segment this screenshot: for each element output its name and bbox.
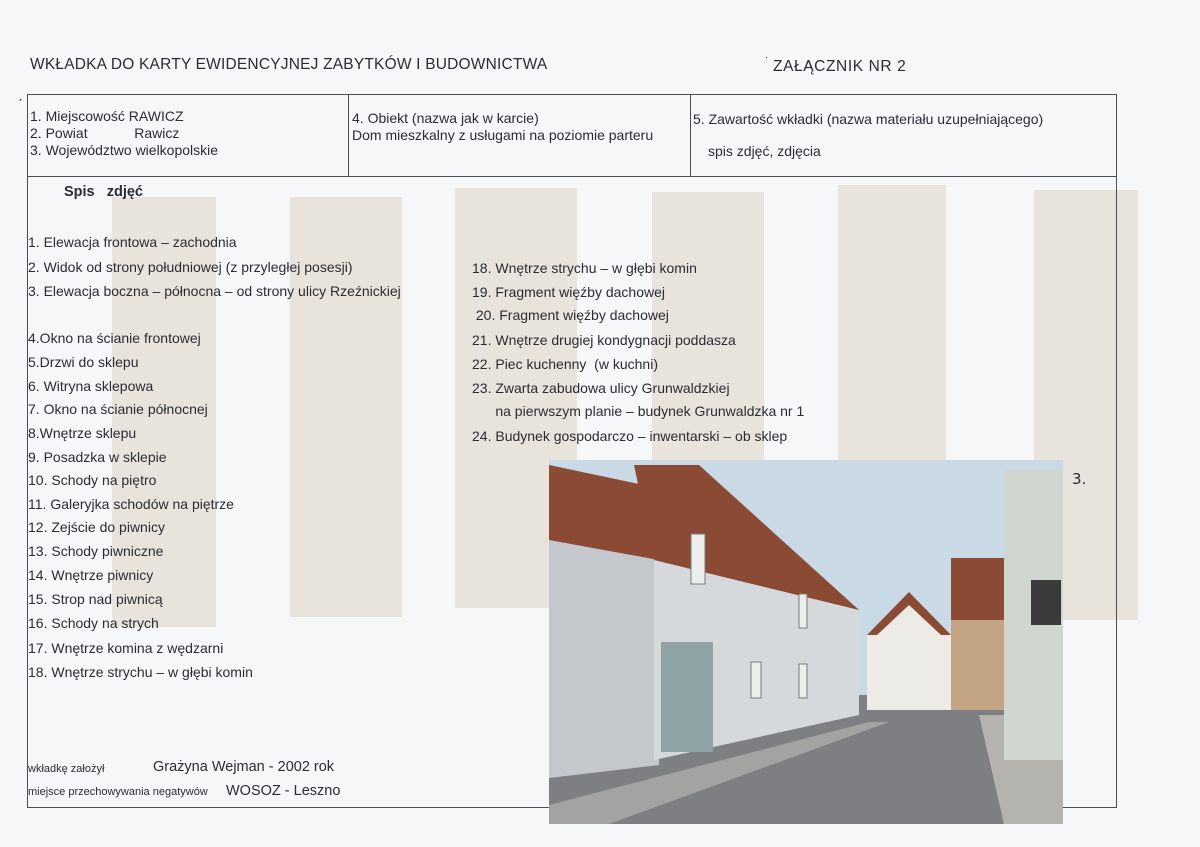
- location-line: 1. Miejscowość RAWICZ: [30, 108, 184, 124]
- object-label: 4. Obiekt (nazwa jak w karcie): [352, 110, 539, 126]
- info-cell-object: [352, 110, 653, 144]
- cell-divider: [690, 94, 691, 176]
- voivodeship-line: 3. Województwo wielkopolskie: [30, 142, 219, 158]
- list-item: 7. Okno na ścianie północnej: [28, 401, 208, 417]
- list-item: 4.Okno na ścianie frontowej: [28, 330, 201, 346]
- list-item: 3. Elewacja boczna – północna – od strony ulicy Rzeźnickiej: [28, 283, 401, 299]
- list-item: 5.Drzwi do sklepu: [28, 354, 139, 370]
- list-item: 18. Wnętrze strychu – w głębi komin: [28, 664, 253, 680]
- object-value: Dom mieszkalny z usługami na poziomie parteru: [352, 127, 654, 143]
- list-item: 10. Schody na piętro: [28, 472, 157, 488]
- gate: [661, 642, 713, 752]
- list-item: 17. Wnętrze komina z wędzarni: [28, 640, 224, 656]
- list-item: 22. Piec kuchenny (w kuchni): [472, 356, 658, 372]
- author-value: Grażyna Wejman - 2002 rok: [153, 759, 335, 775]
- list-item: 12. Zejście do piwnicy: [28, 519, 165, 535]
- storage-value: WOSOZ - Leszno: [226, 783, 341, 799]
- list-item: 20. Fragment więźby dachowej: [472, 307, 669, 323]
- content-value: spis zdjęć, zdjęcia: [708, 143, 821, 159]
- pen-mark: ˊ: [18, 96, 23, 112]
- annex-label: ZAŁĄCZNIK NR 2: [773, 58, 907, 75]
- storage-label: miejsce przechowywania negatywów: [28, 786, 208, 798]
- info-cell-location: [30, 108, 218, 159]
- street-photo: [549, 460, 1063, 824]
- list-item: 16. Schody na strych: [28, 615, 159, 631]
- header-divider: [27, 176, 1116, 177]
- list-item: 1. Elewacja frontowa – zachodnia: [28, 234, 237, 250]
- photo-number: 3.: [1072, 470, 1087, 488]
- list-item: 9. Posadzka w sklepie: [28, 449, 167, 465]
- awning: [1031, 580, 1061, 625]
- list-item: 18. Wnętrze strychu – w głębi komin: [472, 260, 697, 276]
- ink-dot: ·: [765, 52, 769, 63]
- window: [751, 662, 761, 698]
- author-label: wkładkę założył: [28, 763, 105, 775]
- content-label: 5. Zawartość wkładki (nazwa materiału uzupełniającego): [693, 111, 1044, 127]
- window: [799, 594, 807, 628]
- info-cell-content: [693, 111, 1043, 160]
- list-item: 21. Wnętrze drugiej kondygnacji poddasza: [472, 332, 736, 348]
- county-line: 2. Powiat Rawicz: [30, 125, 180, 141]
- window: [799, 664, 807, 698]
- building-wall: [549, 540, 659, 778]
- list-item: na pierwszym planie – budynek Grunwaldzka nr 1: [472, 403, 805, 419]
- window: [691, 534, 705, 584]
- cell-divider: [348, 94, 349, 176]
- list-item: 2. Widok od strony południowej (z przyległej posesji): [28, 259, 353, 275]
- document-title: WKŁADKA DO KARTY EWIDENCYJNEJ ZABYTKÓW I BUDOWNICTWA: [30, 56, 548, 73]
- list-title: Spis zdjęć: [64, 184, 143, 200]
- street-photo-drawing: [549, 460, 1063, 824]
- list-item: 23. Zwarta zabudowa ulicy Grunwaldzkiej: [472, 380, 730, 396]
- list-item: 15. Strop nad piwnicą: [28, 591, 163, 607]
- list-item: 14. Wnętrze piwnicy: [28, 567, 154, 583]
- list-item: 13. Schody piwniczne: [28, 543, 164, 559]
- list-item: 11. Galeryjka schodów na piętrze: [28, 496, 234, 512]
- list-item: 24. Budynek gospodarczo – inwentarski – ob sklep: [472, 428, 788, 444]
- list-item: 6. Witryna sklepowa: [28, 378, 154, 394]
- list-item: 8.Wnętrze sklepu: [28, 425, 137, 441]
- list-item: 19. Fragment więźby dachowej: [472, 284, 665, 300]
